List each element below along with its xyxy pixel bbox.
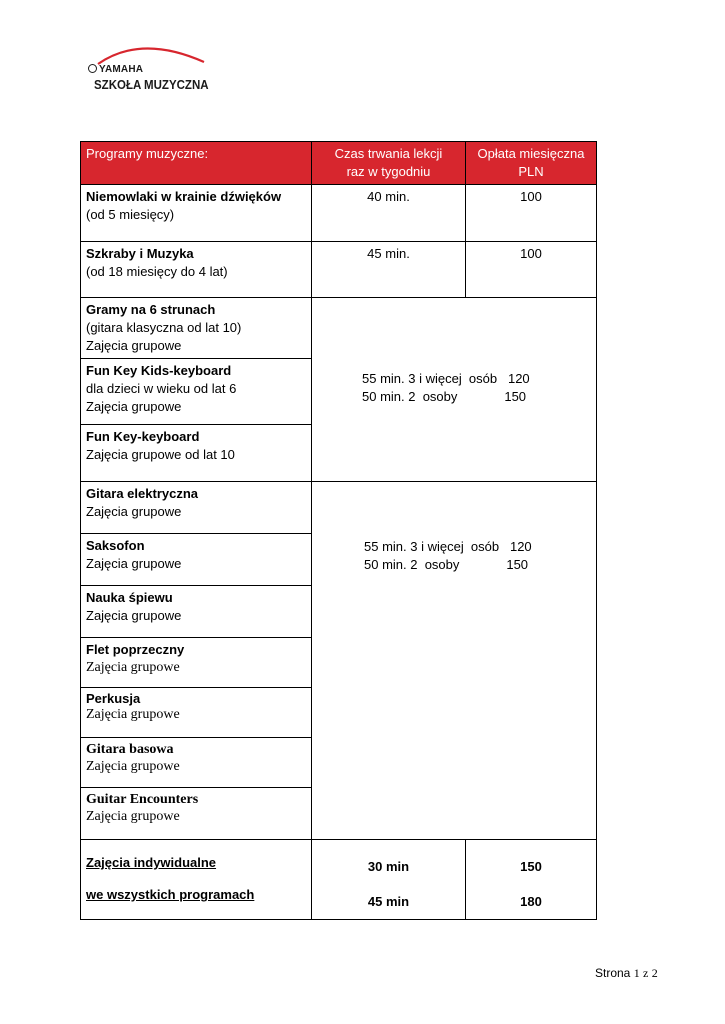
program-cell: Guitar Encounters Zajęcia grupowe — [81, 788, 312, 840]
logo-school-name: SZKOŁA MUZYCZNA — [94, 78, 209, 92]
program-cell: Flet poprzeczny Zajęcia grupowe — [81, 638, 312, 688]
program-cell: Fun Key Kids-keyboard dla dzieci w wieku od lat 6 Zajęcia grupowe — [81, 359, 312, 425]
program-cell: Nauka śpiewu Zajęcia grupowe — [81, 586, 312, 638]
logo-brand: YAMAHA — [88, 64, 143, 75]
table-row — [81, 482, 597, 534]
table-row — [81, 242, 597, 298]
programs-table — [80, 141, 597, 920]
program-cell: Szkraby i Muzyka (od 18 miesięcy do 4 lat) — [81, 242, 312, 298]
yamaha-mark-icon — [88, 64, 97, 73]
duration-cell: 45 min. — [312, 242, 466, 298]
program-cell: Saksofon Zajęcia grupowe — [81, 534, 312, 586]
table-header-row — [81, 142, 597, 185]
header-programs: Programy muzyczne: — [81, 142, 312, 185]
header-fee: Opłata miesięczna PLN — [466, 142, 597, 185]
duration-cell: 30 min 45 min — [312, 840, 466, 920]
header-duration: Czas trwania lekcji raz w tygodniu — [312, 142, 466, 185]
program-cell: Zajęcia indywidualne we wszystkich programach — [81, 840, 312, 920]
group1-pricing: 55 min. 3 i więcej osób 120 50 min. 2 osoby 150 — [312, 298, 597, 482]
fee-cell: 100 — [466, 185, 597, 242]
logo — [86, 42, 216, 97]
program-cell: Gitara elektryczna Zajęcia grupowe — [81, 482, 312, 534]
program-cell: Gramy na 6 strunach (gitara klasyczna od lat 10) Zajęcia grupowe — [81, 298, 312, 359]
duration-cell: 40 min. — [312, 185, 466, 242]
program-cell: Perkusja Zajęcia grupowe — [81, 688, 312, 738]
program-cell: Niemowlaki w krainie dźwięków (od 5 miesięcy) — [81, 185, 312, 242]
table-row-individual — [81, 840, 597, 920]
fee-cell: 150 180 — [466, 840, 597, 920]
group2-pricing: 55 min. 3 i więcej osób 120 50 min. 2 osoby 150 — [312, 482, 597, 840]
fee-cell: 100 — [466, 242, 597, 298]
table-row — [81, 185, 597, 242]
table-row — [81, 298, 597, 359]
page-footer: Strona 1 z 2 — [595, 966, 658, 980]
program-cell: Fun Key-keyboard Zajęcia grupowe od lat 10 — [81, 425, 312, 482]
program-cell: Gitara basowa Zajęcia grupowe — [81, 738, 312, 788]
